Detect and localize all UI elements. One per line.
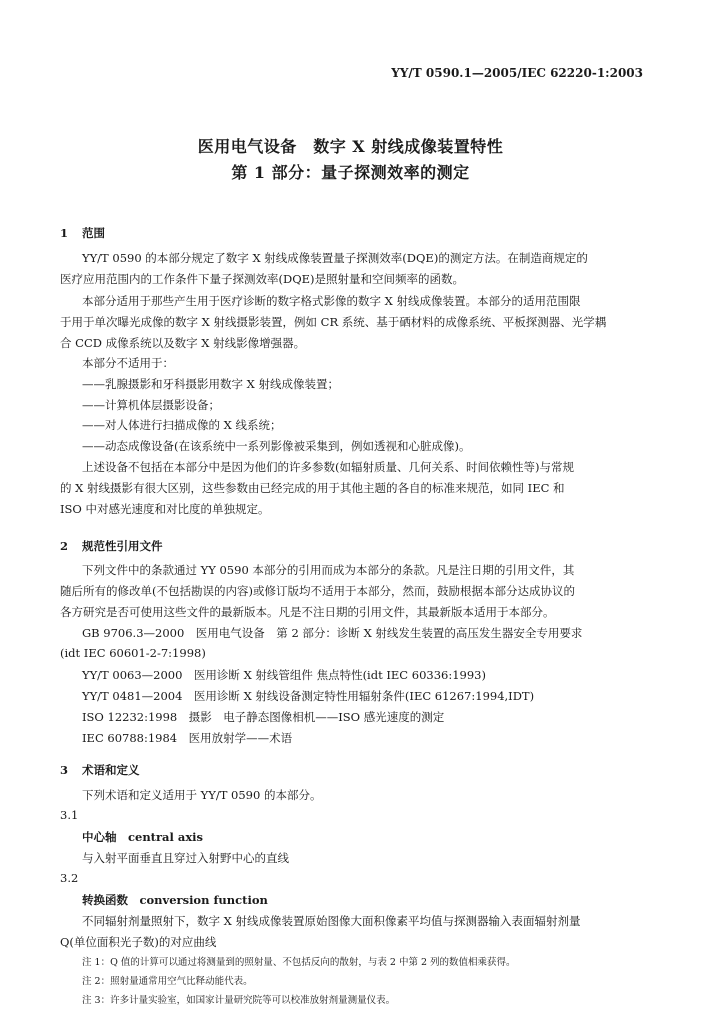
- paragraph-line: YY/T 0590 的本部分规定了数字 X 射线成像装置量子探测效率(DQE)的测定方法。在制造商规定的: [82, 251, 588, 265]
- term-heading: 中心轴 central axis: [82, 830, 204, 844]
- paragraph-line: 本部分适用于那些产生用于医疗诊断的数字格式影像的数字 X 射线成像装置。本部分的适用范围限: [82, 294, 581, 308]
- standard-code: YY/T 0590.1—2005/IEC 62220-1:2003: [391, 66, 643, 80]
- document-title-line1: 医用电气设备 数字 X 射线成像装置特性: [197, 137, 504, 156]
- term-definition: Q(单位面积光子数)的对应曲线: [60, 935, 217, 949]
- term-definition: 不同辐射剂量照射下，数字 X 射线成像装置原始图像大面积像素平均值与探测器输入表面辐射剂量: [82, 914, 581, 928]
- reference-item: ISO 12232:1998 摄影 电子静态图像相机——ISO 感光速度的测定: [82, 710, 445, 724]
- reference-item: YY/T 0481—2004 医用诊断 X 射线设备测定特性用辐射条件(IEC 61267:1994,IDT): [82, 689, 535, 703]
- list-item: ——动态成像设备(在该系统中一系列影像被采集到，例如透视和心脏成像)。: [82, 439, 471, 453]
- note-item: 注 1：Q 值的计算可以通过将测量到的照射量、不包括反向的散射，与表 2 中第 2 列的数值相乘获得。: [82, 957, 516, 968]
- paragraph-line: 各方研究是否可使用这些文件的最新版本。凡是不注日期的引用文件，其最新版本适用于本部分。: [60, 605, 555, 619]
- paragraph-line: 合 CCD 成像系统以及数字 X 射线影像增强器。: [60, 336, 306, 350]
- term-number: 3.2: [60, 871, 79, 885]
- note-item: 注 3：许多计量实验室，如国家计量研究院等可以校准放射剂量测量仪表。: [82, 995, 396, 1006]
- term-definition: 与入射平面垂直且穿过入射野中心的直线: [82, 851, 289, 865]
- section-title: 规范性引用文件: [82, 539, 163, 553]
- section-title: 术语和定义: [82, 763, 140, 777]
- section-1-heading: [60, 225, 105, 241]
- reference-item: YY/T 0063—2000 医用诊断 X 射线管组件 焦点特性(idt IEC 60336:1993): [82, 668, 486, 682]
- document-title-line2: 第 1 部分：量子探测效率的测定: [231, 163, 470, 182]
- paragraph-line: 的 X 射线摄影有很大区别，这些参数由已经完成的用于其他主题的各自的标准来规范，如同 IEC 和: [60, 481, 565, 495]
- paragraph-line: ISO 中对感光速度和对比度的单独规定。: [60, 502, 270, 516]
- section-number: 1: [60, 226, 69, 240]
- list-item: ——对人体进行扫描成像的 X 线系统；: [82, 418, 282, 432]
- paragraph-line: 本部分不适用于：: [82, 356, 174, 370]
- reference-item: GB 9706.3—2000 医用电气设备 第 2 部分：诊断 X 射线发生装置的高压发生器安全专用要求: [82, 626, 583, 640]
- section-number: 2: [60, 539, 69, 553]
- list-item: ——乳腺摄影和牙科摄影用数字 X 射线成像装置；: [82, 377, 339, 391]
- list-item: ——计算机体层摄影设备；: [82, 398, 220, 412]
- section-number: 3: [60, 763, 69, 777]
- section-2-heading: [60, 538, 163, 554]
- reference-item: (idt IEC 60601-2-7:1998): [60, 646, 206, 660]
- paragraph-line: 于用于单次曝光成像的数字 X 射线摄影装置，例如 CR 系统、基于硒材料的成像系统、平板探测器、光学耦: [60, 315, 607, 329]
- paragraph-line: 下列术语和定义适用于 YY/T 0590 的本部分。: [82, 788, 322, 802]
- term-heading: 转换函数 conversion function: [82, 893, 268, 907]
- paragraph-line: 下列文件中的条款通过 YY 0590 本部分的引用而成为本部分的条款。凡是注日期的引用文件，其: [82, 563, 575, 577]
- paragraph-line: 随后所有的修改单(不包括勘误的内容)或修订版均不适用于本部分，然而，鼓励根据本部分达成协议的: [60, 584, 575, 598]
- reference-item: IEC 60788:1984 医用放射学——术语: [82, 731, 293, 745]
- note-item: 注 2：照射量通常用空气比释动能代表。: [82, 976, 253, 987]
- section-3-heading: [60, 762, 140, 778]
- paragraph-line: 上述设备不包括在本部分中是因为他们的许多参数(如辐射质量、几何关系、时间依赖性等)与常规: [82, 460, 574, 474]
- paragraph-line: 医疗应用范围内的工作条件下量子探测效率(DQE)是照射量和空间频率的函数。: [60, 272, 465, 286]
- term-number: 3.1: [60, 808, 79, 822]
- section-title: 范围: [82, 226, 105, 240]
